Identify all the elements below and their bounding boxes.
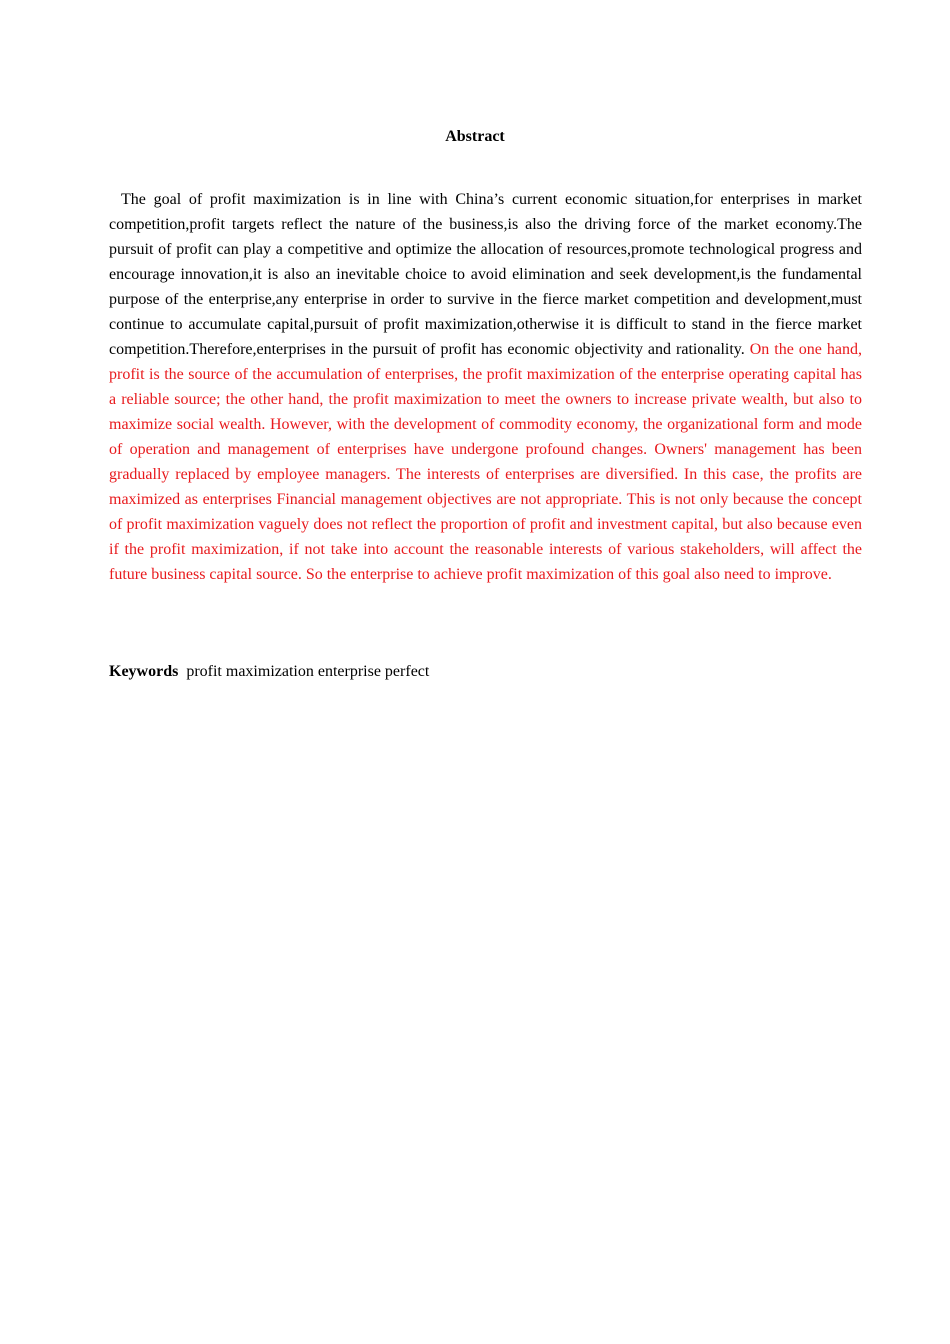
keywords-label: Keywords: [109, 663, 179, 680]
keywords-line: [109, 661, 429, 683]
abstract-body: [109, 187, 862, 587]
keywords-value: profit maximization enterprise perfect: [186, 663, 430, 680]
abstract-text-highlighted: On the one hand, profit is the source of the accumulation of enterprises, the profit maximization of the enterprise operating capital has a reliable source; the other hand, the profit maximization to meet the owners to increase private wealth, but also to maximize social wealth. However, with the development of commodity economy, the organizational form and mode of operation and management of enterprises have undergone profound changes. Owners' management has been gradually replaced by employee managers. The interests of enterprises are diversified. In this case, the profits are maximized as enterprises Financial management objectives are not appropriate. This is not only because the concept of profit maximization vaguely does not reflect the proportion of profit and investment capital, but also because even if the profit maximization, if not take into account the reasonable interests of various stakeholders, will affect the future business capital source. So the enterprise to achieve profit maximization of this goal also need to improve.: [109, 341, 862, 583]
abstract-text-black: The goal of profit maximization is in line with China’s current economic situation,for enterprises in market competition,profit targets reflect the nature of the business,is also the driving force of the market economy.The pursuit of profit can play a competitive and optimize the allocation of resources,promote technological progress and encourage innovation,it is also an inevitable choice to avoid elimination and seek development,is the fundamental purpose of the enterprise,any enterprise in order to survive in the fierce market competition and development,must continue to accumulate capital,pursuit of profit maximization,otherwise it is difficult to stand in the fierce market competition.Therefore,enterprises in the pursuit of profit has economic objectivity and rationality.: [109, 191, 862, 358]
abstract-title: Abstract: [445, 128, 505, 145]
